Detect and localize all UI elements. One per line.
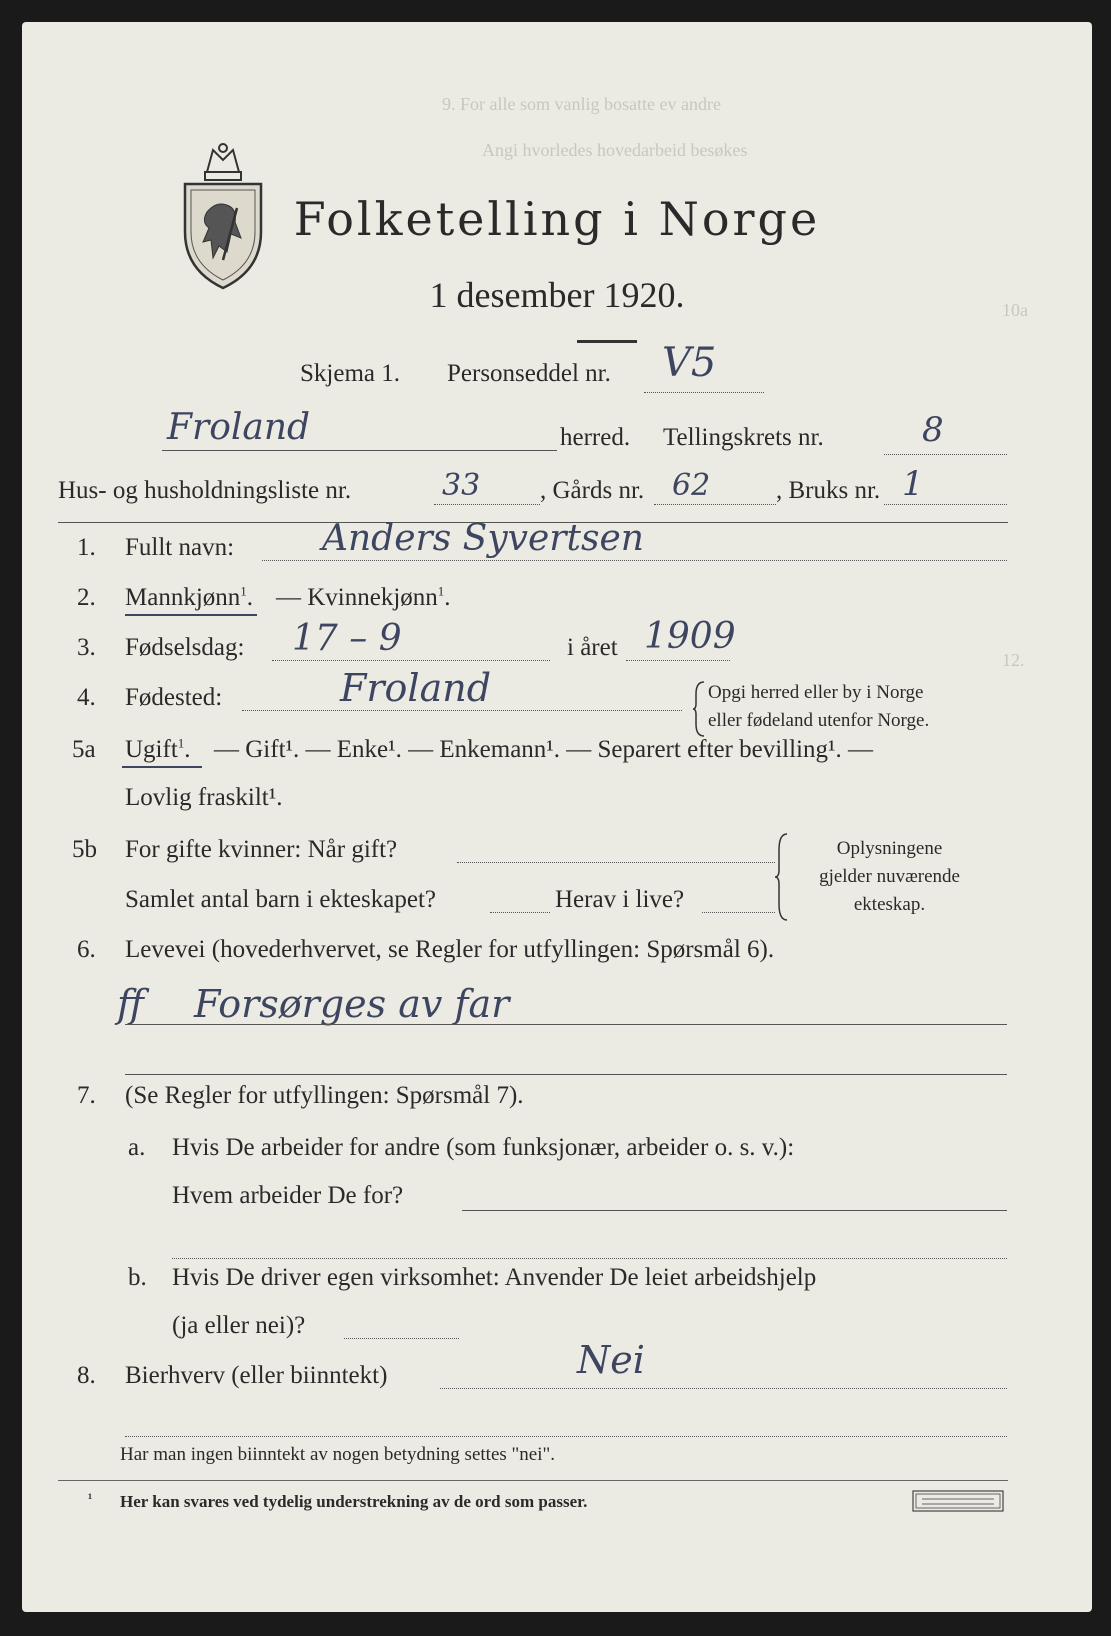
q8-line1 bbox=[440, 1388, 1007, 1389]
bruks-line bbox=[884, 504, 1007, 505]
q5a-ugift-underline bbox=[122, 766, 202, 768]
q4-line bbox=[242, 710, 682, 711]
census-date: 1 desember 1920. bbox=[429, 275, 685, 315]
q2-male-text: Mannkjønn bbox=[125, 584, 241, 611]
q5b-children-line bbox=[490, 912, 550, 913]
q6-value: ff Forsørges av far bbox=[117, 982, 510, 1026]
q2-female-text: — Kvinnekjønn bbox=[276, 584, 438, 611]
personseddel-label: Personseddel nr. bbox=[447, 360, 611, 387]
q7a-extra-line bbox=[172, 1258, 1007, 1259]
q4-note-line2: eller fødeland utenfor Norge. bbox=[708, 710, 930, 731]
q5a-ugift: Ugift$^1$. bbox=[125, 735, 191, 763]
q6-label: Levevei (hovederhvervet, se Regler for utfyllingen: Spørsmål 6). bbox=[125, 936, 775, 963]
q7b-number: b. bbox=[128, 1264, 147, 1291]
q4-label: Fødested: bbox=[125, 684, 223, 711]
q6-line2 bbox=[125, 1074, 1007, 1075]
q2-female: — Kvinnekjønn$^1$. bbox=[276, 583, 451, 611]
form-title: Folketelling i Norge bbox=[293, 192, 821, 246]
bleed-through-text: 10a bbox=[1002, 300, 1028, 320]
q6-line1 bbox=[125, 1024, 1007, 1025]
census-form bbox=[22, 22, 1092, 1612]
q7a-line2: Hvem arbeider De for? bbox=[172, 1182, 404, 1209]
q3-year-line bbox=[626, 660, 730, 661]
q7a-answer-line bbox=[462, 1210, 1007, 1211]
footnote-mark: ¹ bbox=[88, 1492, 93, 1507]
bruks-label: , Bruks nr. bbox=[776, 477, 881, 504]
q7-number: 7. bbox=[77, 1082, 96, 1109]
bruks-value: 1 bbox=[902, 464, 924, 504]
q7a-label: Hvis De arbeider for andre (som funksjonær, arbeider o. s. v.): bbox=[172, 1134, 795, 1161]
q2-male: Mannkjønn$^1$. bbox=[125, 583, 254, 611]
q7-label: (Se Regler for utfyllingen: Spørsmål 7). bbox=[125, 1082, 524, 1109]
q2-male-underline bbox=[125, 614, 257, 616]
q8-number: 8. bbox=[77, 1362, 96, 1389]
bleed-through-text: Angi hvorledes hovedarbeid besøkes bbox=[482, 140, 748, 160]
herred-line bbox=[162, 450, 557, 451]
q5b-note-line2: gjelder nuværende bbox=[819, 866, 960, 887]
q5b-line1 bbox=[457, 862, 775, 863]
q5b-label: For gifte kvinner: Når gift? bbox=[125, 836, 398, 863]
tellingskrets-label: Tellingskrets nr. bbox=[663, 424, 824, 451]
q3-value: 17 – 9 bbox=[292, 618, 402, 659]
gards-value: 62 bbox=[672, 468, 711, 503]
footnote-text: Her kan svares ved tydelig understrekning av de ord som passer. bbox=[120, 1492, 588, 1511]
q4-number: 4. bbox=[77, 684, 96, 711]
q4-brace-icon bbox=[692, 680, 706, 738]
nei-note: Har man ingen biinntekt av nogen betydning settes "nei". bbox=[120, 1444, 555, 1465]
q7b-answer-line bbox=[344, 1338, 459, 1339]
husliste-label: Hus- og husholdningsliste nr. bbox=[58, 477, 352, 504]
q5a-number: 5a bbox=[72, 736, 96, 763]
q8-value: Nei bbox=[577, 1338, 645, 1382]
q1-number: 1. bbox=[77, 534, 96, 561]
q2-number: 2. bbox=[77, 584, 96, 611]
q3-label: Fødselsdag: bbox=[125, 634, 245, 661]
q5b-children-label: Samlet antal barn i ekteskapet? bbox=[125, 886, 436, 913]
q5b-alive-label: Herav i live? bbox=[555, 886, 685, 913]
q3-year-value: 1909 bbox=[644, 616, 736, 657]
herred-value: Froland bbox=[167, 407, 311, 448]
q3-year-label: i året bbox=[567, 634, 618, 661]
q5a-ugift-text: Ugift bbox=[125, 736, 178, 763]
bleed-through-text: 12. bbox=[1002, 650, 1025, 670]
q7b-label: Hvis De driver egen virksomhet: Anvender De leiet arbeidshjelp bbox=[172, 1264, 817, 1291]
footnote-separator bbox=[58, 1480, 1008, 1481]
q4-value: Froland bbox=[340, 666, 492, 710]
q5b-alive-line bbox=[702, 912, 775, 913]
printer-stamp-icon bbox=[912, 1490, 1004, 1512]
husliste-value: 33 bbox=[442, 468, 481, 503]
q5a-line2: Lovlig fraskilt¹. bbox=[125, 784, 283, 811]
bleed-through-text: 9. For alle som vanlig bosatte ev andre bbox=[442, 94, 721, 114]
herred-label: herred. bbox=[560, 424, 631, 451]
q7b-line2: (ja eller nei)? bbox=[172, 1312, 306, 1339]
q1-label: Fullt navn: bbox=[125, 534, 235, 561]
q5b-number: 5b bbox=[72, 836, 97, 863]
gards-label: , Gårds nr. bbox=[540, 477, 645, 504]
q5b-note-line1: Oplysningene bbox=[836, 838, 943, 859]
q3-number: 3. bbox=[77, 634, 96, 661]
q8-label: Bierhverv (eller biinntekt) bbox=[125, 1362, 388, 1389]
skjema-label: Skjema 1. bbox=[300, 360, 400, 387]
q5a-options: — Gift¹. — Enke¹. — Enkemann¹. — Separert efter bevilling¹. — bbox=[214, 736, 873, 763]
q4-note-line1: Opgi herred eller by i Norge bbox=[708, 682, 924, 703]
q6-value-text: Forsørges av far bbox=[193, 982, 510, 1026]
q5b-brace-icon bbox=[774, 832, 790, 922]
tellingskrets-line bbox=[884, 454, 1007, 455]
q1-value: Anders Syvertsen bbox=[322, 518, 644, 559]
personseddel-line bbox=[644, 392, 764, 393]
gards-line bbox=[654, 504, 776, 505]
tellingskrets-value: 8 bbox=[922, 410, 944, 450]
q3-line bbox=[272, 660, 550, 661]
title-divider bbox=[577, 340, 637, 343]
q8-line2 bbox=[125, 1436, 1007, 1437]
q7a-number: a. bbox=[128, 1134, 146, 1161]
q5b-note-line3: ekteskap. bbox=[853, 894, 926, 915]
personseddel-value: V5 bbox=[662, 340, 717, 386]
q1-line bbox=[262, 560, 1007, 561]
q6-number: 6. bbox=[77, 936, 96, 963]
husliste-line bbox=[434, 504, 540, 505]
